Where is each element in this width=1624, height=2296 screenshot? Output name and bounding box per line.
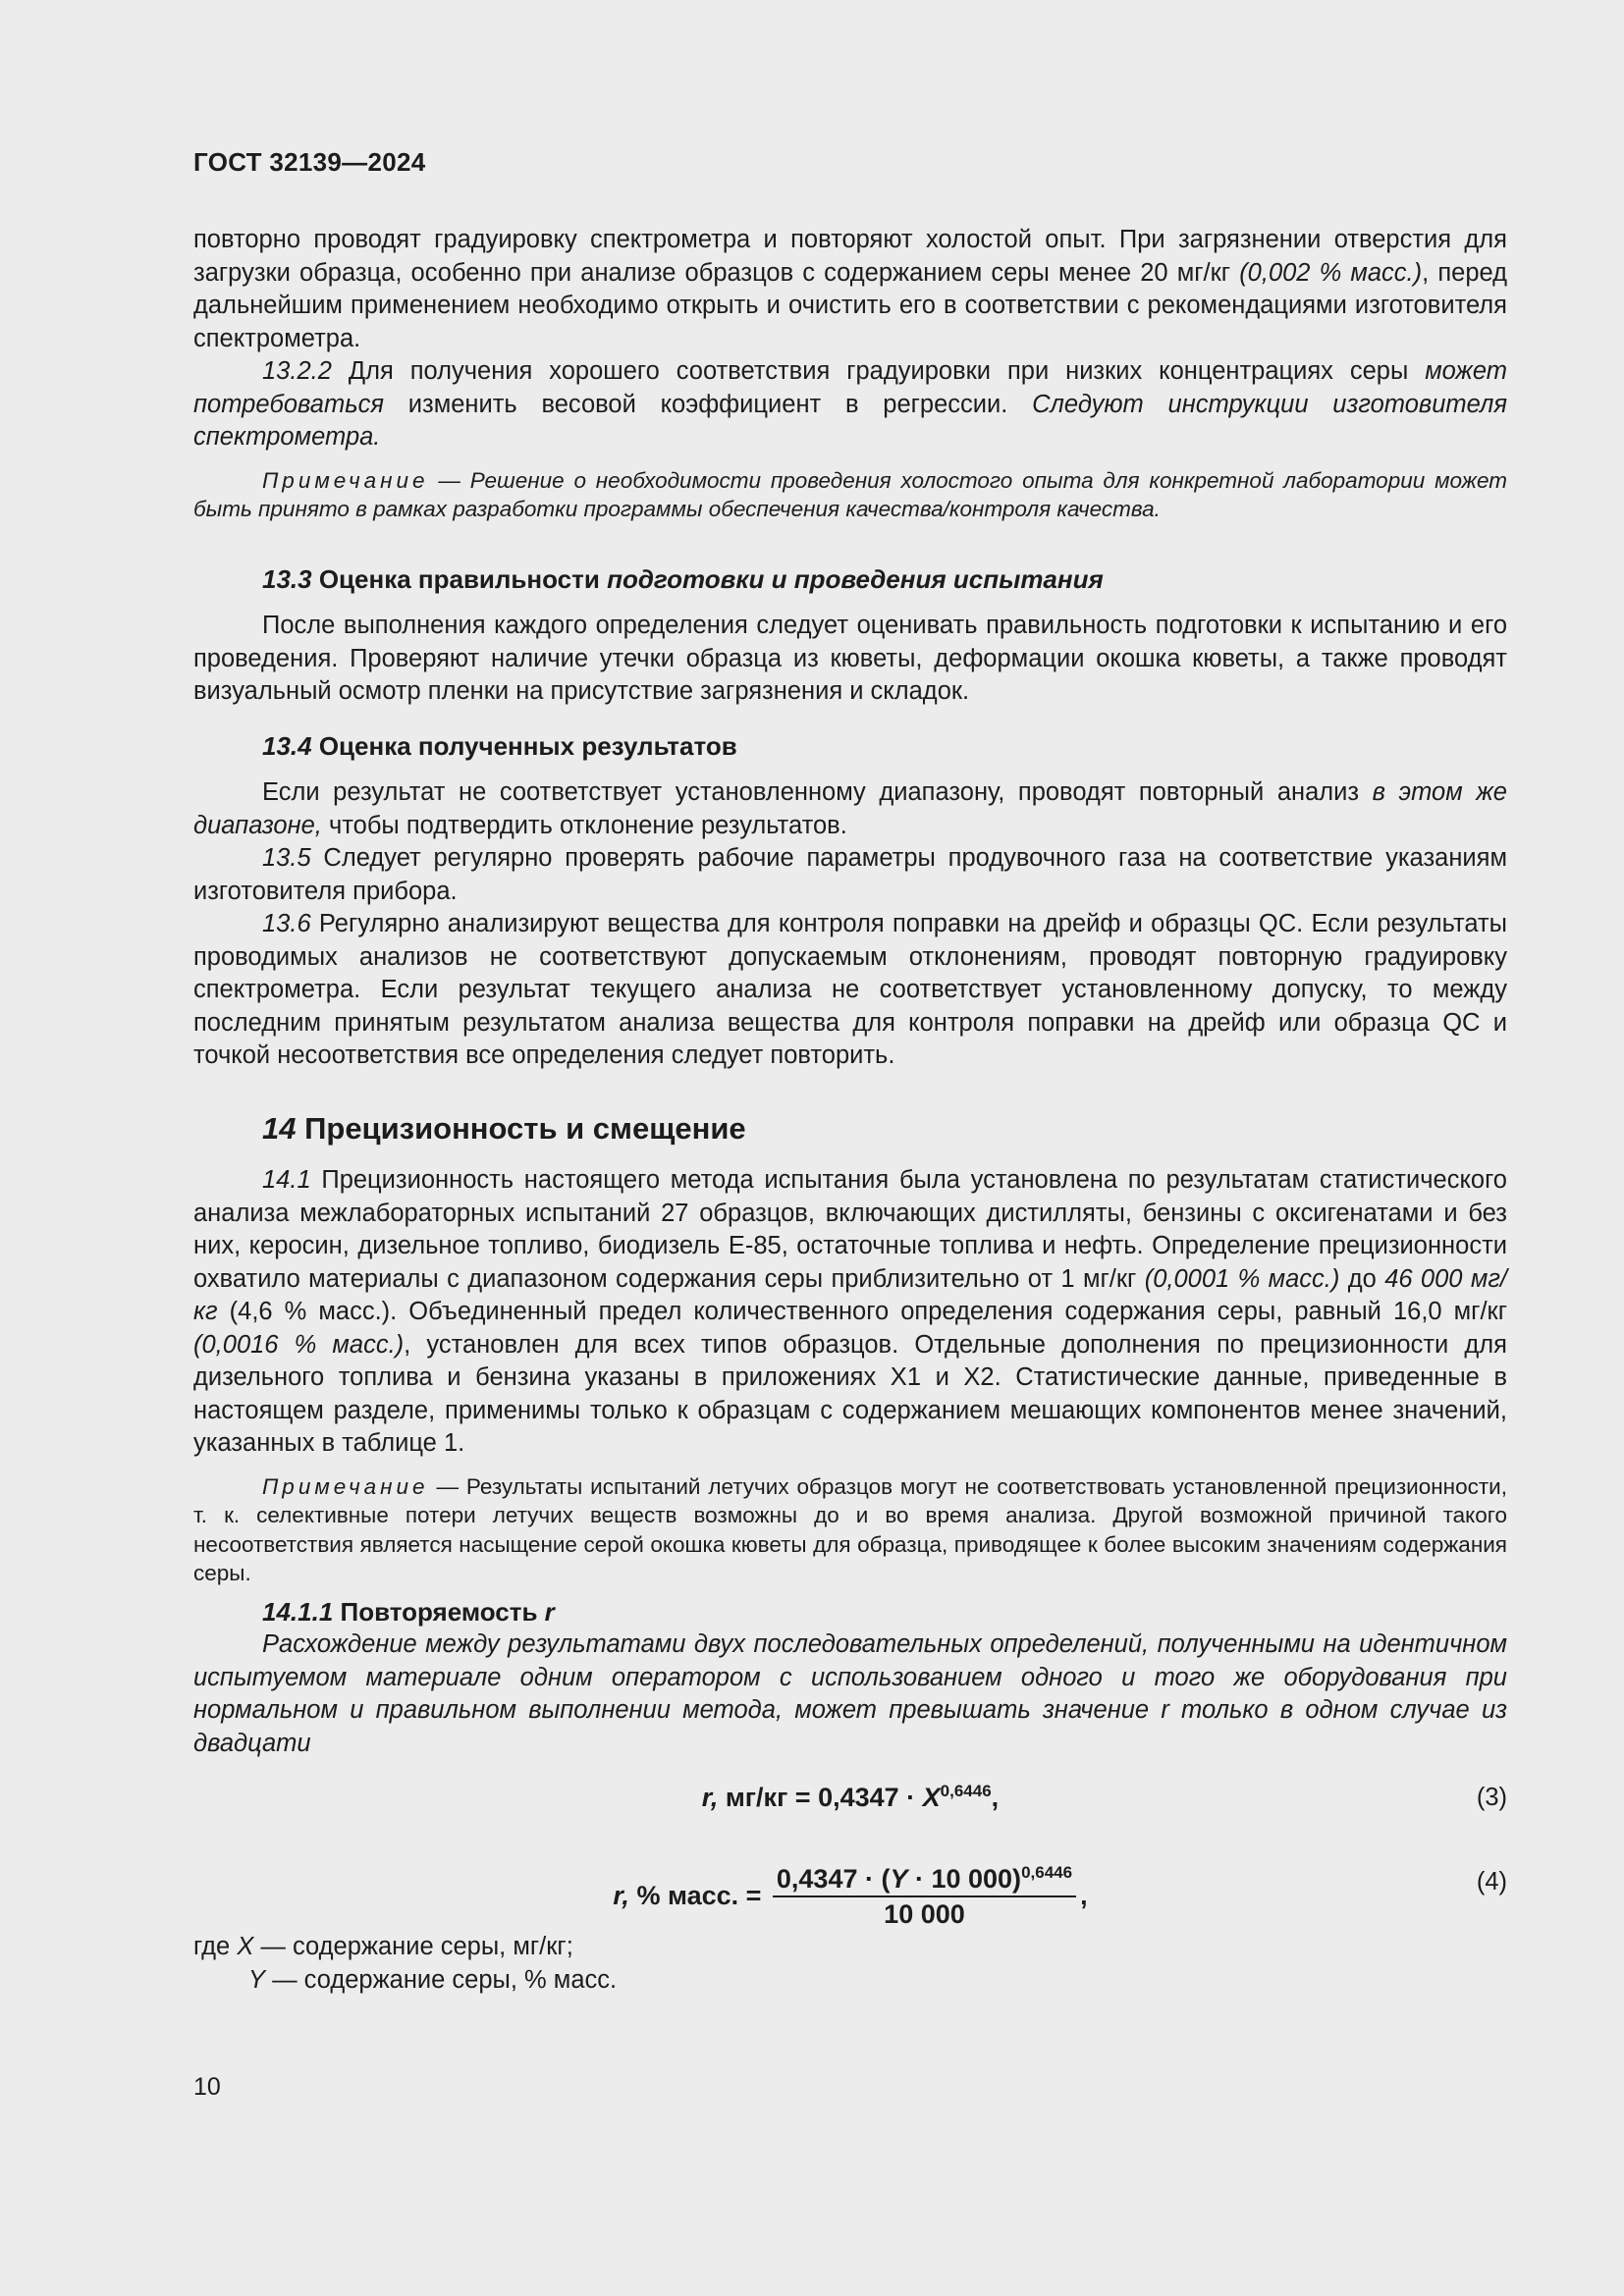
page-body <box>193 224 1507 1997</box>
equation-4 <box>193 1850 1507 1931</box>
paragraph-13-6: 13.6 Регулярно анализируют вещества для контроля поправки на дрейф и образцы QC. Если результаты проводимых анализов не соответствуют допускаемым отклонениям, проводят повторную градуировку спектрометра. Если результат текущего анализа не соответствует установленному допуску, то между последним принятым результатом анализа вещества для контроля поправки на дрейф или образца QC и точкой несоответствия все определения следует повторить. <box>193 910 1507 1069</box>
symbol-legend <box>193 1931 1507 1997</box>
heading-13-3: 13.3 Оценка правильности подготовки и проведения испытания <box>262 563 1104 594</box>
equation-4-formula: r, % масс. = $\frac{0,4347 \cdot (Y \cdot 10 000)^{0,6446}}{10 000}$ , <box>613 1863 1088 1929</box>
paragraph-13-5: 13.5 Следует регулярно проверять рабочие параметры продувочного газа на соответствие указаниям изготовителя прибора. <box>193 844 1507 905</box>
page-number: 10 <box>193 2073 221 2101</box>
equation-3-number: (3) <box>1476 1784 1507 1811</box>
equation-4-number: (4) <box>1476 1868 1507 1896</box>
legend-row-y: Y — содержание серы, % масс. <box>248 1965 618 1994</box>
heading-14: 14 Прецизионность и смещение <box>262 1110 746 1146</box>
equation-4-denominator: 10 000 <box>884 1899 965 1929</box>
equation-3-formula: r, $мг/кг = 0,4347 \cdot X^{0,6446}$, <box>701 1782 1000 1812</box>
legend-row-x: где X — содержание серы, мг/кг; <box>193 1933 573 1960</box>
equation-3 <box>193 1782 1507 1825</box>
note-blank-test: Примечание — Решение о необходимости проведения холостого опыта для конкретной лаборатории может быть принято в рамках разработки программы обеспечения качества/контроля качества. <box>193 467 1507 521</box>
paragraph-13-4: Если результат не соответствует установленному диапазону, проводят повторный анализ в этом же диапазоне, чтобы подтвердить отклонение результатов. <box>193 778 1507 839</box>
equation-4-fraction <box>773 1864 1076 1929</box>
paragraph-continuation: повторно проводят градуировку спектрометра и повторяют холостой опыт. При загрязнении отверстия для загрузки образца, особенно при анализе образцов с содержанием серы менее 20 мг/кг (0,002 % масс.), перед дальнейшим применением необходимо открыть и очистить его в соответствии с рекомендациями изготовителя спектрометра. <box>193 226 1508 352</box>
paragraph-14-1: 14.1 Прецизионность настоящего метода испытания была установлена по результатам статистического анализа межлабораторных испытаний 27 образцов, включающих дистилляты, бензины с оксигенатами и без них, керосин, дизельное топливо, биодизель E-85, остаточные топлива и нефть. Определение прецизионности охватило материалы с диапазоном содержания серы приблизительно от 1 мг/кг (0,0001 % масс.) до 46 000 мг/кг (4,6 % масс.). Объединенный предел количественного определения содержания серы, равный 16,0 мг/кг (0,0016 % масс.), установлен для всех типов образцов. Отдельные дополнения по прецизионности для дизельного топлива и бензина указаны в приложениях X1 и X2. Статистические данные, приведенные в настоящем разделе, применимы только к образцам с содержанием мешающих компонентов менее значений, указанных в таблице 1. <box>193 1166 1507 1457</box>
heading-13-4: 13.4 Оценка полученных результатов <box>262 730 737 761</box>
paragraph-14-1-1: Расхождение между результатами двух последовательных определений, полученными на идентичном испытуемом материале одним оператором с использованием одного и того же оборудования при нормальном и правильном выполнении метода, может превышать значение r только в одном случае из двадцати <box>193 1630 1507 1757</box>
paragraph-13-3: После выполнения каждого определения следует оценивать правильность подготовки к испытанию и его проведения. Проверяют наличие утечки образца из кюветы, деформации окошка кюветы, а также проводят визуальный осмотр пленки на присутствие загрязнения и складок. <box>193 612 1507 705</box>
paragraph-13-2-2: 13.2.2 Для получения хорошего соответствия градуировки при низких концентрациях серы может потребоваться изменить весовой коэффициент в регрессии. Следуют инструкции изготовителя спектрометра. <box>193 357 1508 451</box>
equation-4-numerator: 0,4347 · (Y · 10 000)$^{0,6446}$ <box>773 1864 1076 1897</box>
document-header: ГОСТ 32139—2024 <box>193 147 426 177</box>
note-volatile-samples: Примечание — Результаты испытаний летучих образцов могут не соответствовать установленной прецизионности, т. к. селективные потери летучих веществ возможны до и во время анализа. Другой возможной причиной такого несоответствия является насыщение серой окошка кюветы для образца, приводящее к более высоким значениям содержания серы. <box>193 1473 1507 1585</box>
heading-14-1-1: 14.1.1 Повторяемость r <box>262 1596 555 1627</box>
